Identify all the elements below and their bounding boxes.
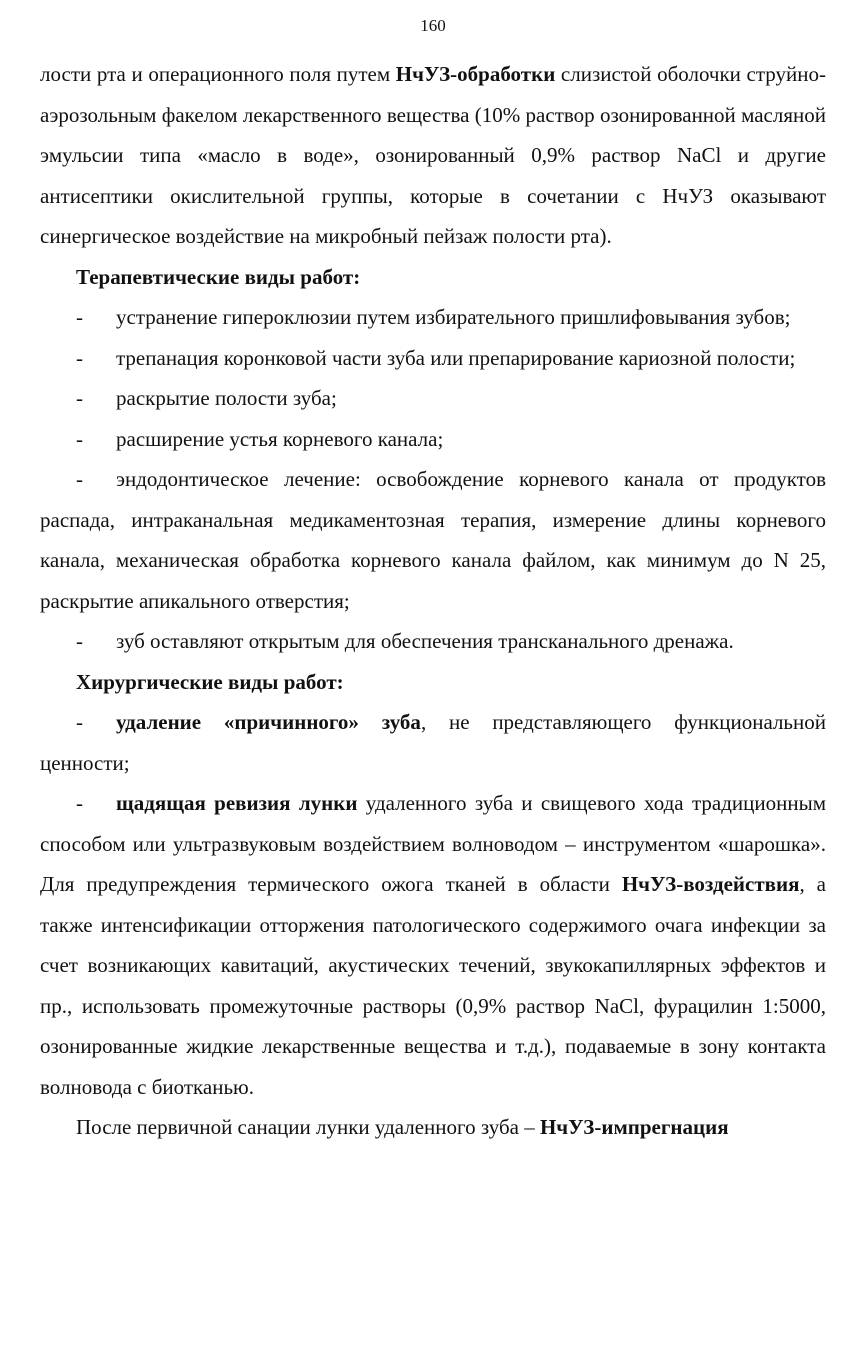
final-paragraph: После первичной санации лунки удаленного зуба – НчУЗ-импрегнация [76, 1115, 729, 1139]
list-item: - щадящая ревизия лунки удаленного зуба и свищевого хода традиционным способом или ультразвуковым воздействием волноводом – инструментом «шарошка». Для предупреждения термического ожога тканей в области НчУЗ-воздействия, а также интенсификации отторжения патологического содержимого очага инфекции за счет возникающих кавитаций, акустических течений, звукокапиллярных эффектов и пр., использовать промежуточные растворы (0,9% раствор NaCl, фурацилин 1:5000, озонированные жидкие лекарственные вещества и т.д.), подаваемые в зону контакта волновода с биотканью. [40, 791, 826, 1099]
list-item: - трепанация коронковой части зуба или препарирование кариозной полости; [76, 345, 796, 370]
surgical-heading: Хирургические виды работ: [76, 669, 344, 694]
page-body [40, 54, 826, 1148]
list-item: - зуб оставляют открытым для обеспечения трансканального дренажа. [76, 629, 734, 653]
page-number: 160 [420, 16, 446, 35]
list-item: - удаление «причинного» зуба, не представляющего функциональной ценности; [40, 710, 826, 775]
list-item: - раскрытие полости зуба; [76, 386, 337, 410]
therapeutic-heading: Терапевтические виды работ: [76, 264, 361, 289]
intro-paragraph: лости рта и операционного поля путем НчУЗ-обработки слизистой оболочки струйно-аэрозольным факелом лекарственного вещества (10% раствор озонированной масляной эмульсии типа «масло в воде», озонированный 0,9% раствор NaCl и другие антисептики окислительной группы, которые в сочетании с НчУЗ оказывают синергическое воздействие на микробный пейзаж полости рта). [40, 62, 826, 248]
list-item: - расширение устья корневого канала; [76, 426, 444, 451]
list-item: - эндодонтическое лечение: освобождение корневого канала от продуктов распада, интраканальная медикаментозная терапия, измерение длины корневого канала, механическая обработка корневого канала файлом, как минимум до N 25, раскрытие апикального отверстия; [40, 467, 826, 613]
list-item: - устранение гипероклюзии путем избирательного пришлифовывания зубов; [76, 305, 791, 329]
